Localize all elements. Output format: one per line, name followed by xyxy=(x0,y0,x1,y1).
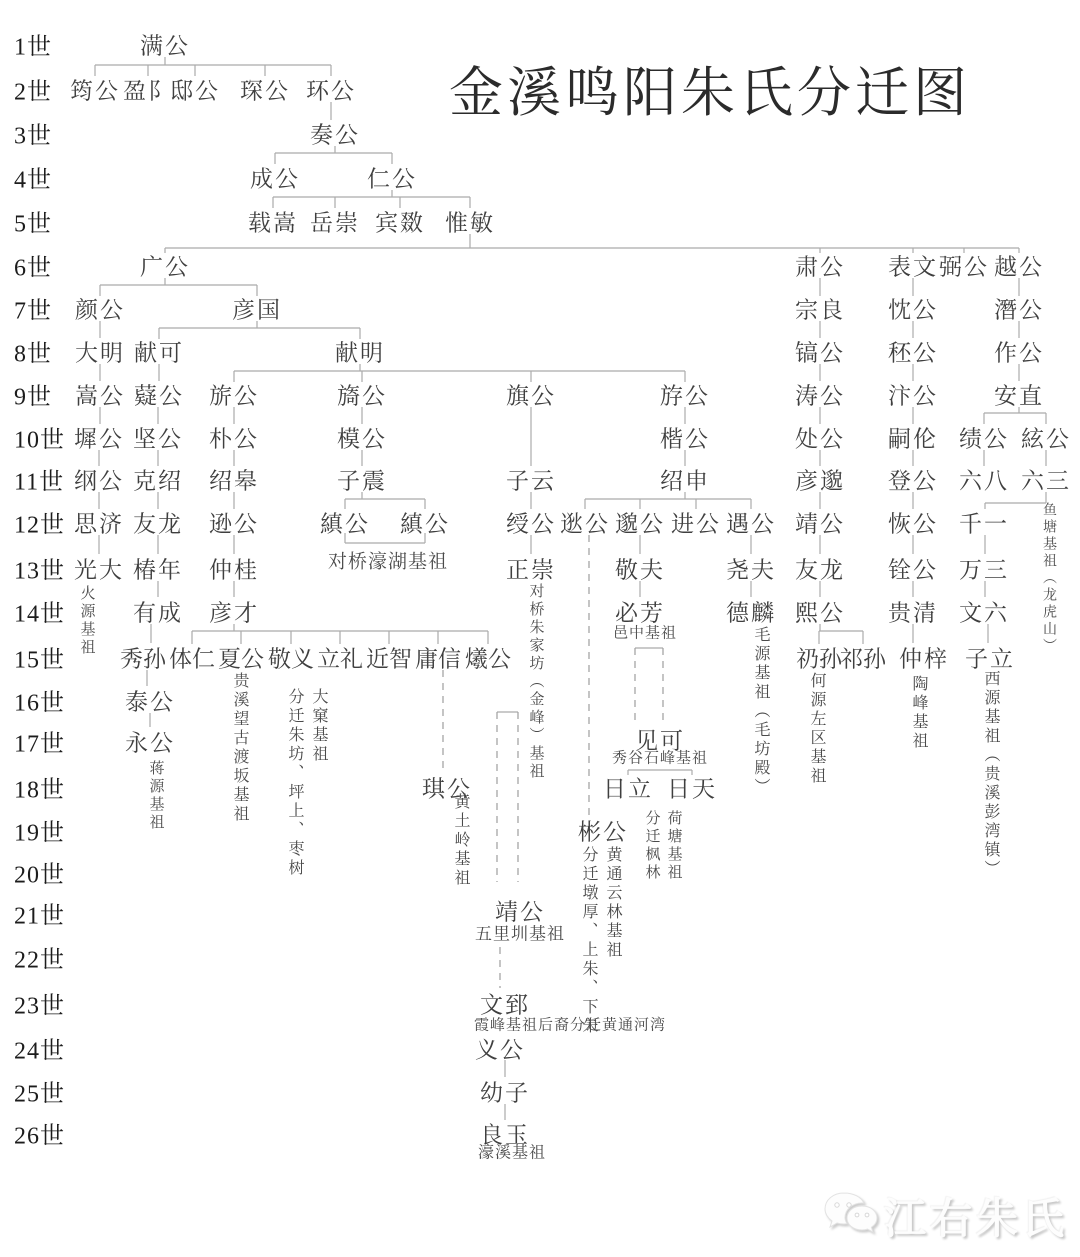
person-node: 敬夫 xyxy=(615,557,665,583)
ancestor-note: 黄土岭基祖 xyxy=(452,793,469,888)
person-node: 良玉 xyxy=(480,1122,530,1148)
ancestor-note: 西源基祖（贵溪彭湾镇） xyxy=(982,670,999,879)
person-node: 正崇 xyxy=(506,557,556,583)
generation-label: 6世 xyxy=(14,255,52,282)
person-node: 文郅 xyxy=(480,992,530,1018)
generation-label: 23世 xyxy=(14,993,65,1020)
person-node: 献明 xyxy=(335,340,385,366)
person-node: 作公 xyxy=(994,340,1044,366)
person-node: 德麟 xyxy=(726,600,776,626)
person-node: 彦邈 xyxy=(795,468,845,494)
person-node: 絃公 xyxy=(1021,426,1071,452)
generation-label: 1世 xyxy=(14,34,52,61)
person-node: 靖公 xyxy=(795,511,845,537)
person-node: 爔公 xyxy=(465,646,511,672)
generation-label: 4世 xyxy=(14,167,52,194)
generation-label: 18世 xyxy=(14,777,65,804)
person-node: 旗公 xyxy=(506,383,556,409)
person-node: 必芳 xyxy=(615,600,665,626)
person-node: 秠公 xyxy=(888,340,938,366)
chart-title: 金溪鸣阳朱氏分迁图 xyxy=(449,63,971,123)
person-node: 縝公 xyxy=(320,511,370,537)
generation-label: 3世 xyxy=(14,123,52,150)
person-node: 日天 xyxy=(667,776,717,802)
person-node: 肃公 xyxy=(795,254,845,280)
generation-label: 10世 xyxy=(14,427,65,454)
person-node: 筠公 xyxy=(70,78,120,104)
person-node: 思济 xyxy=(74,511,124,537)
person-node: 满公 xyxy=(140,33,190,59)
person-node: 绍皋 xyxy=(209,468,259,494)
person-node: 表文 xyxy=(888,254,938,280)
person-node: 祁孙 xyxy=(840,646,886,672)
watermark-label: 江右朱氏 xyxy=(883,1197,1068,1243)
person-node: 光大 xyxy=(74,557,124,583)
person-node: 宾敪 xyxy=(375,210,425,236)
person-node: 纲公 xyxy=(74,468,124,494)
person-node: 嵩公 xyxy=(75,383,125,409)
person-node: 近智 xyxy=(366,646,412,672)
ancestor-note: 蒋源基祖 xyxy=(147,760,164,832)
generation-label: 5世 xyxy=(14,211,52,238)
person-node: 子立 xyxy=(965,646,1015,672)
person-node: 仲梓 xyxy=(899,646,949,672)
ancestor-note: 黄通云林基祖 xyxy=(604,846,621,960)
person-node: 弼公 xyxy=(939,254,989,280)
person-node: 越公 xyxy=(994,254,1044,280)
person-node: 永公 xyxy=(125,730,175,756)
person-node: 潛公 xyxy=(994,297,1044,323)
person-node: 友龙 xyxy=(133,511,183,537)
ancestor-note: 火源基祖 xyxy=(78,585,95,657)
person-node: 仁公 xyxy=(367,166,417,192)
person-node: 载嵩 xyxy=(248,210,298,236)
generation-label: 20世 xyxy=(14,862,65,889)
ancestor-note: 荷塘基祖 xyxy=(665,810,682,882)
person-node: 镐公 xyxy=(795,340,845,366)
wechat-icon xyxy=(822,1189,878,1244)
person-node: 朴公 xyxy=(209,426,259,452)
person-node: 有成 xyxy=(133,600,183,626)
generation-label: 8世 xyxy=(14,341,52,368)
person-node: 子云 xyxy=(506,468,556,494)
person-node: 夏公 xyxy=(218,646,264,672)
person-node: 广公 xyxy=(140,254,190,280)
person-node: 遇公 xyxy=(726,511,776,537)
person-node: 恢公 xyxy=(888,511,938,537)
ancestor-note: 霞峰基祖后裔分迁黄通河湾 xyxy=(473,1017,667,1034)
person-node: 铨公 xyxy=(888,557,938,583)
person-node: 薿公 xyxy=(134,383,184,409)
person-node: 克绍 xyxy=(133,468,183,494)
generation-label: 13世 xyxy=(14,558,65,585)
ancestor-note: 鱼塘基祖（龙虎山） xyxy=(1041,502,1056,655)
generation-label: 7世 xyxy=(14,298,52,325)
person-node: 绍申 xyxy=(660,468,710,494)
person-node: 楷公 xyxy=(660,426,710,452)
person-node: 贵清 xyxy=(888,600,938,626)
person-node: 大明 xyxy=(75,340,125,366)
person-node: 献可 xyxy=(134,340,184,366)
person-node: 见可 xyxy=(635,728,685,754)
person-node: 六三 xyxy=(1021,468,1071,494)
person-node: 墀公 xyxy=(74,426,124,452)
person-node: 嗣伦 xyxy=(888,426,938,452)
person-node: 立礼 xyxy=(317,646,363,672)
generation-label: 22世 xyxy=(14,947,65,974)
person-node: 敬义 xyxy=(268,646,314,672)
person-node: 彦才 xyxy=(209,600,259,626)
person-node: 子震 xyxy=(337,468,387,494)
person-node: 泰公 xyxy=(125,689,175,715)
generation-label: 25世 xyxy=(14,1081,65,1108)
ancestor-note: 邑中基祖 xyxy=(612,625,678,642)
generation-label: 14世 xyxy=(14,601,65,628)
person-node: 琪公 xyxy=(422,776,472,802)
generation-label: 16世 xyxy=(14,690,65,717)
ancestor-note: 濠溪基祖 xyxy=(477,1144,547,1162)
ancestor-note: 对桥濠湖基祖 xyxy=(327,551,449,573)
person-node: 逊公 xyxy=(209,511,259,537)
person-node: 忱公 xyxy=(888,297,938,323)
generation-label: 19世 xyxy=(14,820,65,847)
person-node: 斿公 xyxy=(660,383,710,409)
person-node: 邸公 xyxy=(170,78,220,104)
person-node: 成公 xyxy=(250,166,300,192)
generation-label: 12世 xyxy=(14,512,65,539)
generation-label: 9世 xyxy=(14,384,52,411)
person-node: 邈公 xyxy=(615,511,665,537)
ancestor-note: 陶峰基祖 xyxy=(910,675,927,751)
person-node: 义公 xyxy=(475,1037,525,1063)
person-node: 汴公 xyxy=(888,383,938,409)
person-node: 环公 xyxy=(306,78,356,104)
person-node: 涛公 xyxy=(795,383,845,409)
person-node: 绩公 xyxy=(959,426,1009,452)
person-node: 盈阝 xyxy=(123,78,173,104)
person-node: 友龙 xyxy=(795,557,845,583)
watermark xyxy=(822,1186,1068,1246)
person-node: 宗良 xyxy=(795,297,845,323)
person-node: 体仁 xyxy=(169,646,215,672)
person-node: 安直 xyxy=(994,383,1044,409)
person-node: 坚公 xyxy=(133,426,183,452)
person-node: 万三 xyxy=(959,557,1009,583)
person-node: 琛公 xyxy=(240,78,290,104)
person-node: 旖公 xyxy=(337,383,387,409)
person-node: 庸信 xyxy=(415,646,461,672)
ancestor-note: 分迁枫林 xyxy=(643,810,660,882)
ancestor-note: 分迁朱坊、坪上、枣树 xyxy=(286,688,303,878)
person-node: 仲桂 xyxy=(209,557,259,583)
generation-label: 21世 xyxy=(14,903,65,930)
person-node: 彬公 xyxy=(578,819,628,845)
person-node: 幼子 xyxy=(480,1080,530,1106)
person-node: 礽孙 xyxy=(796,646,842,672)
ancestor-note: 对桥朱家坊（金峰）基祖 xyxy=(527,583,544,781)
generation-label: 11世 xyxy=(14,469,65,496)
generation-label: 26世 xyxy=(14,1123,65,1150)
person-node: 椿年 xyxy=(133,557,183,583)
ancestor-note: 分迁墩厚、上朱、下朱 xyxy=(580,846,597,1036)
person-node: 六八 xyxy=(959,468,1009,494)
person-node: 进公 xyxy=(671,511,721,537)
person-node: 绶公 xyxy=(506,511,556,537)
person-node: 千一 xyxy=(959,511,1009,537)
person-node: 岳崇 xyxy=(310,210,360,236)
generation-label: 15世 xyxy=(14,647,65,674)
person-node: 逖公 xyxy=(560,511,610,537)
person-node: 颜公 xyxy=(75,297,125,323)
person-node: 模公 xyxy=(337,426,387,452)
ancestor-note: 何源左区基祖 xyxy=(808,672,825,786)
person-node: 熙公 xyxy=(795,600,845,626)
ancestor-note: 毛源基祖（毛坊殿） xyxy=(752,626,769,797)
person-node: 秀孙 xyxy=(120,646,166,672)
ancestor-note: 五里圳基祖 xyxy=(475,924,565,944)
person-node: 惟敏 xyxy=(445,210,495,236)
person-node: 奏公 xyxy=(310,122,360,148)
person-node: 处公 xyxy=(795,426,845,452)
person-node: 靖公 xyxy=(495,899,545,925)
person-node: 文六 xyxy=(959,600,1009,626)
person-node: 登公 xyxy=(888,468,938,494)
person-node: 日立 xyxy=(603,776,653,802)
generation-label: 17世 xyxy=(14,731,65,758)
ancestor-note: 贵溪望古渡坂基祖 xyxy=(231,672,248,824)
person-node: 縝公 xyxy=(400,511,450,537)
generation-label: 2世 xyxy=(14,79,52,106)
ancestor-note: 秀谷石峰基祖 xyxy=(611,750,709,767)
person-node: 彦国 xyxy=(232,297,282,323)
generation-label: 24世 xyxy=(14,1038,65,1065)
person-node: 旂公 xyxy=(209,383,259,409)
ancestor-note: 大窠基祖 xyxy=(310,688,327,764)
person-node: 尧夫 xyxy=(726,557,776,583)
